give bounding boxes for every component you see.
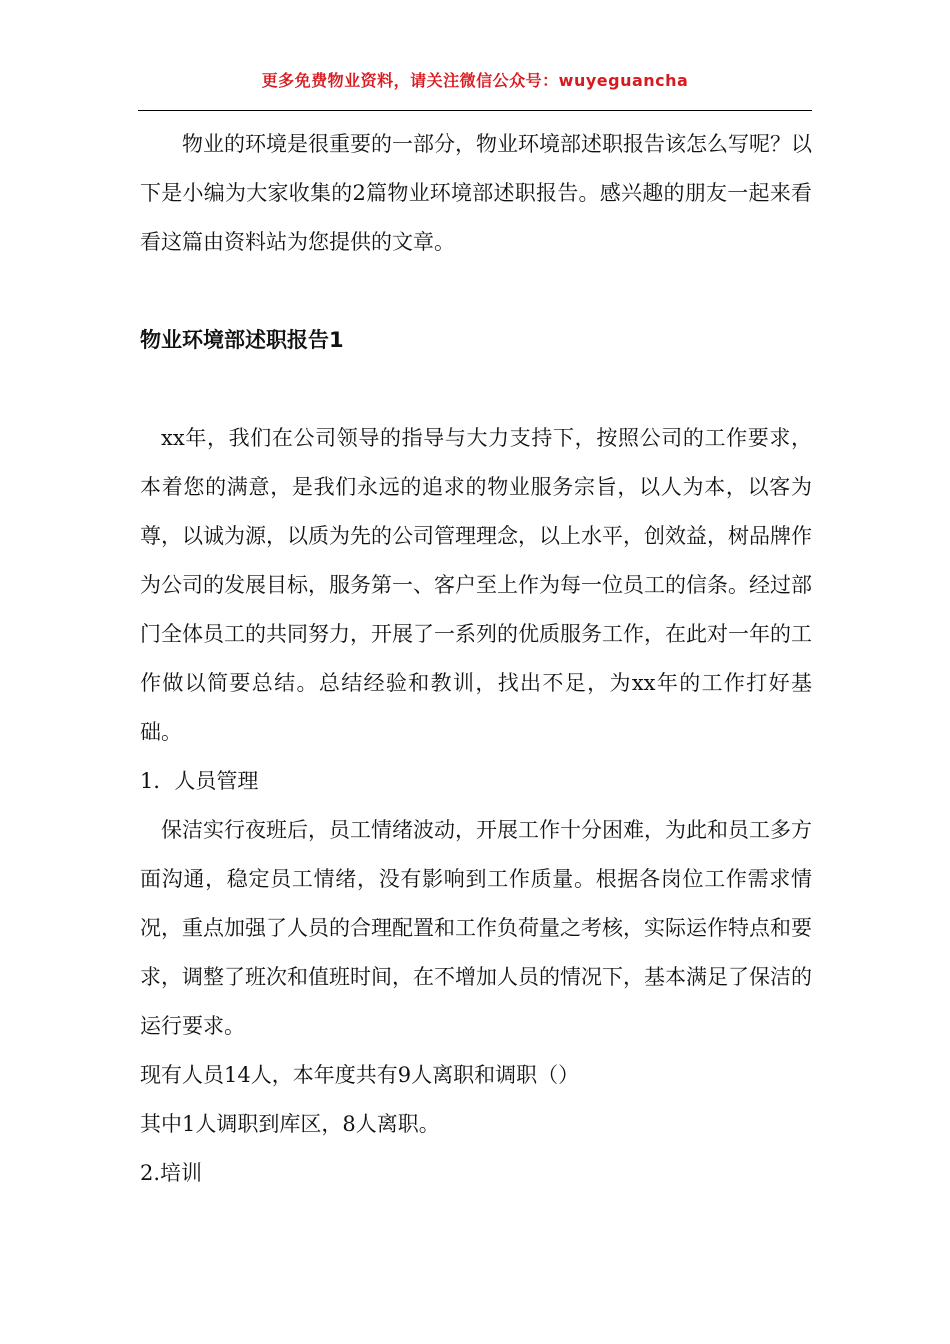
header-divider bbox=[138, 110, 812, 111]
spacer bbox=[140, 267, 812, 316]
body-paragraph-1: xx年，我们在公司领导的指导与大力支持下，按照公司的工作要求，本着您的满意，是我们永远的追求的物业服务宗旨，以人为本，以客为尊，以诚为源，以质为先的公司管理理念，以上水平，创效益，树品牌作为公司的发展目标，服务第一、客户至上作为每一位员工的信条。经过部门全体员工的共同努力，开展了一系列的优质服务工作，在此对一年的工作做以简要总结。总结经验和教训，找出不足，为xx年的工作打好基础。 bbox=[140, 426, 812, 744]
transfer-line: 其中1人调职到库区，8人离职。 bbox=[140, 1112, 440, 1136]
document-body bbox=[140, 120, 812, 1198]
subheading-training: 2.培训 bbox=[140, 1161, 203, 1185]
subheading-personnel: 1．人员管理 bbox=[140, 769, 259, 793]
body-paragraph-2: 保洁实行夜班后，员工情绪波动，开展工作十分困难，为此和员工多方面沟通，稳定员工情绪，没有影响到工作质量。根据各岗位工作需求情况，重点加强了人员的合理配置和工作负荷量之考核，实际运作特点和要求，调整了班次和值班时间，在不增加人员的情况下，基本满足了保洁的运行要求。 bbox=[140, 818, 812, 1038]
section-title: 物业环境部述职报告1 bbox=[140, 328, 344, 352]
staff-count-line: 现有人员14人，本年度共有9人离职和调职（） bbox=[140, 1063, 580, 1087]
intro-paragraph: 物业的环境是很重要的一部分，物业环境部述职报告该怎么写呢？以下是小编为大家收集的2篇物业环境部述职报告。感兴趣的朋友一起来看看这篇由资料站为您提供的文章。 bbox=[140, 132, 812, 254]
spacer bbox=[140, 365, 812, 414]
page-header-banner: 更多免费物业资料，请关注微信公众号：wuyeguancha bbox=[261, 71, 689, 90]
